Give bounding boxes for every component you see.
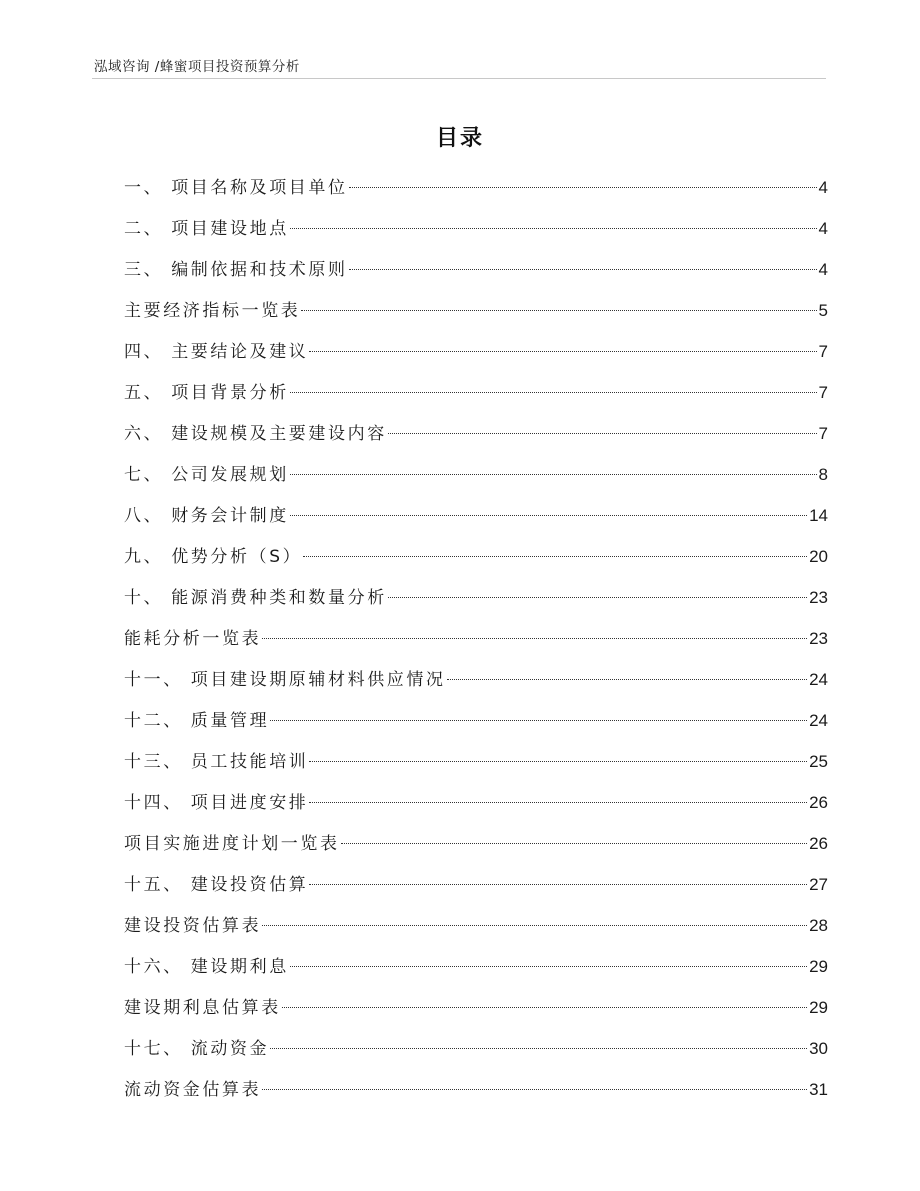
toc-entry[interactable] [124, 905, 828, 946]
toc-entry[interactable] [124, 659, 828, 700]
toc-entry[interactable] [124, 741, 828, 782]
toc-page-number: 23 [809, 588, 828, 607]
dot-leader [341, 843, 807, 844]
toc-page-number: 26 [809, 793, 828, 812]
toc-entry[interactable] [124, 495, 828, 536]
toc-entry-title: 九、 优势分析（S） [124, 547, 303, 567]
toc-page-number: 4 [818, 178, 828, 197]
toc-page-number: 28 [809, 916, 828, 935]
toc-page-number: 24 [809, 670, 828, 689]
toc-entry-title: 建设投资估算表 [124, 916, 262, 936]
toc-page-number: 29 [809, 998, 828, 1017]
dot-leader [270, 1048, 807, 1049]
toc-page-number: 4 [818, 219, 828, 238]
dot-leader [270, 720, 807, 721]
toc-entry-title: 主要经济指标一览表 [124, 301, 301, 321]
toc-entry-title: 能耗分析一览表 [124, 629, 262, 649]
dot-leader [282, 1007, 807, 1008]
toc-entry[interactable] [124, 618, 828, 659]
toc-page-number: 26 [809, 834, 828, 853]
toc-page-number: 7 [818, 342, 828, 361]
toc-entry[interactable] [124, 1069, 828, 1110]
toc-page-number: 31 [809, 1080, 828, 1099]
dot-leader [290, 966, 807, 967]
toc-entry-title: 二、 项目建设地点 [124, 219, 289, 239]
toc-entry-title: 三、 编制依据和技术原则 [124, 260, 348, 280]
toc-entry[interactable] [124, 1028, 828, 1069]
dot-leader [309, 761, 807, 762]
toc-entry-title: 六、 建设规模及主要建设内容 [124, 424, 387, 444]
dot-leader [303, 556, 807, 557]
dot-leader [309, 884, 807, 885]
toc-page-number: 5 [818, 301, 828, 320]
toc-entry-title: 建设期利息估算表 [124, 998, 281, 1018]
table-of-contents [124, 167, 828, 1110]
toc-entry[interactable] [124, 290, 828, 331]
toc-entry[interactable] [124, 536, 828, 577]
dot-leader [447, 679, 807, 680]
toc-entry-title: 十一、 项目建设期原辅材料供应情况 [124, 670, 446, 690]
toc-entry-title: 十七、 流动资金 [124, 1039, 270, 1059]
toc-page-number: 30 [809, 1039, 828, 1058]
toc-entry-title: 四、 主要结论及建议 [124, 342, 309, 362]
dot-leader [309, 802, 807, 803]
toc-page-number: 4 [818, 260, 828, 279]
dot-leader [349, 269, 817, 270]
toc-page-number: 7 [818, 424, 828, 443]
toc-page-number: 29 [809, 957, 828, 976]
dot-leader [388, 597, 807, 598]
dot-leader [388, 433, 817, 434]
toc-entry-title: 十三、 员工技能培训 [124, 752, 309, 772]
header-divider [92, 78, 826, 79]
toc-entry[interactable] [124, 577, 828, 618]
toc-entry-title: 五、 项目背景分析 [124, 383, 289, 403]
toc-entry[interactable] [124, 946, 828, 987]
toc-entry[interactable] [124, 864, 828, 905]
toc-entry-title: 十五、 建设投资估算 [124, 875, 309, 895]
toc-entry-title: 项目实施进度计划一览表 [124, 834, 340, 854]
toc-entry-title: 八、 财务会计制度 [124, 506, 289, 526]
toc-page-number: 7 [818, 383, 828, 402]
dot-leader [290, 228, 817, 229]
dot-leader [262, 638, 807, 639]
running-header: 泓域咨询 /蜂蜜项目投资预算分析 [94, 59, 300, 75]
toc-entry[interactable] [124, 331, 828, 372]
dot-leader [262, 1089, 807, 1090]
toc-entry-title: 流动资金估算表 [124, 1080, 262, 1100]
toc-entry[interactable] [124, 167, 828, 208]
toc-page-number: 25 [809, 752, 828, 771]
toc-page-number: 20 [809, 547, 828, 566]
toc-entry-title: 十二、 质量管理 [124, 711, 270, 731]
toc-entry-title: 十四、 项目进度安排 [124, 793, 309, 813]
toc-entry-title: 七、 公司发展规划 [124, 465, 289, 485]
toc-page-number: 27 [809, 875, 828, 894]
toc-entry[interactable] [124, 454, 828, 495]
toc-entry[interactable] [124, 782, 828, 823]
toc-entry-title: 十、 能源消费种类和数量分析 [124, 588, 387, 608]
dot-leader [301, 310, 816, 311]
toc-entry[interactable] [124, 249, 828, 290]
toc-entry-title: 一、 项目名称及项目单位 [124, 178, 348, 198]
dot-leader [290, 392, 817, 393]
toc-page-number: 8 [818, 465, 828, 484]
toc-entry[interactable] [124, 823, 828, 864]
toc-page-number: 24 [809, 711, 828, 730]
toc-entry[interactable] [124, 208, 828, 249]
dot-leader [349, 187, 817, 188]
toc-title: 目录 [435, 126, 484, 151]
toc-page-number: 23 [809, 629, 828, 648]
dot-leader [262, 925, 807, 926]
toc-entry-title: 十六、 建设期利息 [124, 957, 289, 977]
dot-leader [309, 351, 816, 352]
toc-entry[interactable] [124, 372, 828, 413]
dot-leader [290, 515, 807, 516]
toc-page-number: 14 [809, 506, 828, 525]
toc-entry[interactable] [124, 413, 828, 454]
toc-entry[interactable] [124, 700, 828, 741]
dot-leader [290, 474, 817, 475]
toc-entry[interactable] [124, 987, 828, 1028]
